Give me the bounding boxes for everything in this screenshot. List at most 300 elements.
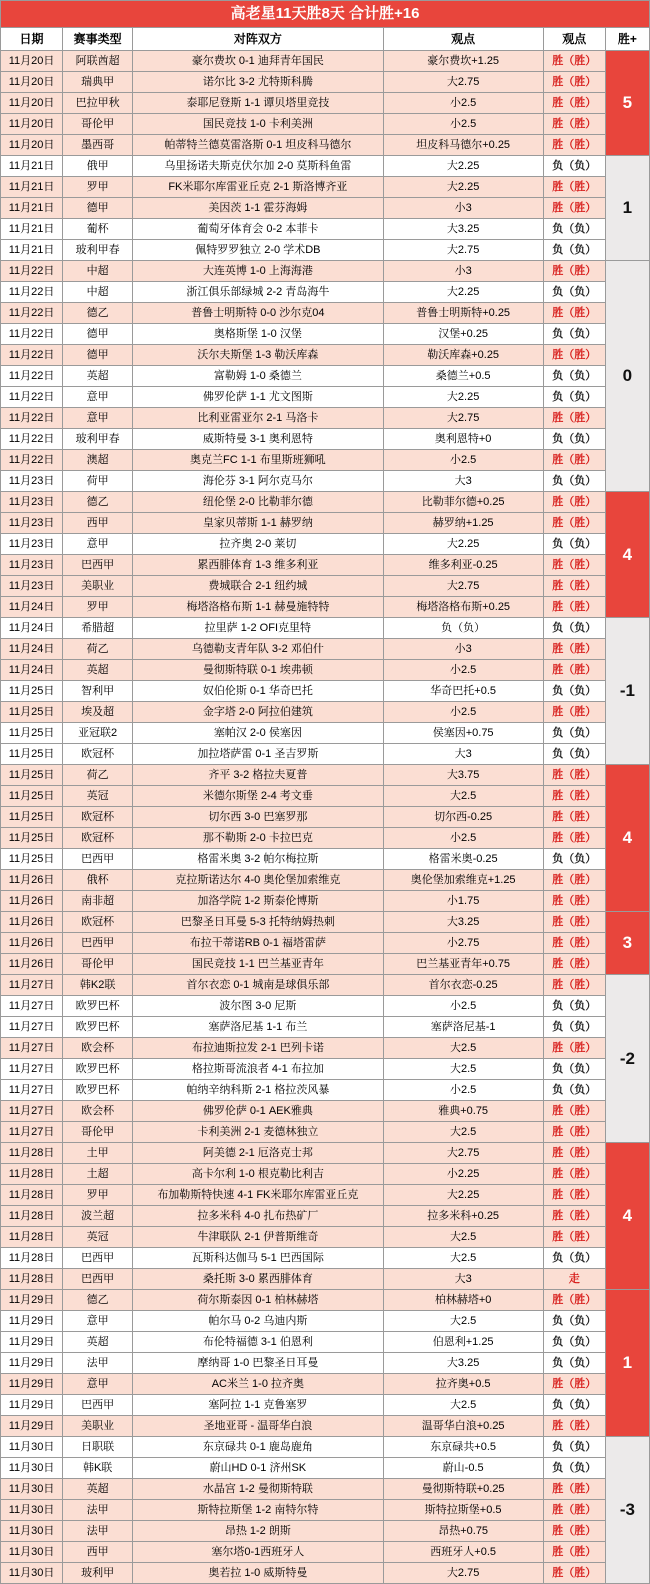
cell-res: 负（负） — [543, 387, 605, 408]
table-row — [1, 303, 650, 324]
cell-date: 11月28日 — [1, 1143, 63, 1164]
cell-sum: -1 — [605, 618, 649, 765]
cell-league: 韩K2联 — [63, 975, 133, 996]
cell-date: 11月23日 — [1, 576, 63, 597]
cell-league: 英超 — [63, 660, 133, 681]
cell-view: 柏林赫塔+0 — [383, 1290, 543, 1311]
table-row — [1, 681, 650, 702]
cell-league: 俄甲 — [63, 156, 133, 177]
cell-res: 胜（胜） — [543, 660, 605, 681]
cell-view: 昂热+0.75 — [383, 1521, 543, 1542]
table-row — [1, 828, 650, 849]
table-row — [1, 1458, 650, 1479]
header-row — [1, 28, 650, 51]
cell-sum: 1 — [605, 156, 649, 261]
cell-date: 11月20日 — [1, 135, 63, 156]
cell-res: 负（负） — [543, 723, 605, 744]
cell-date: 11月25日 — [1, 828, 63, 849]
cell-date: 11月27日 — [1, 975, 63, 996]
cell-league: 德乙 — [63, 492, 133, 513]
cell-date: 11月23日 — [1, 492, 63, 513]
cell-date: 11月30日 — [1, 1500, 63, 1521]
table-row — [1, 954, 650, 975]
cell-res: 胜（胜） — [543, 114, 605, 135]
cell-view: 大2.25 — [383, 387, 543, 408]
cell-match: 乌里扬诺夫斯克伏尔加 2-0 莫斯科鱼雷 — [133, 156, 383, 177]
table-row — [1, 933, 650, 954]
cell-match: 帕纳辛纳科斯 2-1 格拉茨风暴 — [133, 1080, 383, 1101]
cell-res: 胜（胜） — [543, 1122, 605, 1143]
cell-date: 11月27日 — [1, 1059, 63, 1080]
cell-res: 胜（胜） — [543, 1479, 605, 1500]
cell-match: AC米兰 1-0 拉齐奥 — [133, 1374, 383, 1395]
cell-league: 意甲 — [63, 1374, 133, 1395]
table-row — [1, 891, 650, 912]
table-row — [1, 744, 650, 765]
cell-view: 大3.75 — [383, 765, 543, 786]
cell-match: 美因茨 1-1 霍芬海姆 — [133, 198, 383, 219]
table-row — [1, 1500, 650, 1521]
cell-res: 胜（胜） — [543, 261, 605, 282]
cell-league: 希腊超 — [63, 618, 133, 639]
table-row — [1, 177, 650, 198]
cell-match: 费城联合 2-1 纽约城 — [133, 576, 383, 597]
table-row — [1, 996, 650, 1017]
cell-match: 帕蒂特兰德莫雷洛斯 0-1 坦皮科马德尔 — [133, 135, 383, 156]
cell-match: 乌德勒支青年队 3-2 邓伯什 — [133, 639, 383, 660]
cell-res: 胜（胜） — [543, 933, 605, 954]
cell-league: 墨西哥 — [63, 135, 133, 156]
cell-league: 巴西甲 — [63, 933, 133, 954]
cell-res: 胜（胜） — [543, 1038, 605, 1059]
cell-date: 11月27日 — [1, 996, 63, 1017]
table-row — [1, 471, 650, 492]
cell-match: 佛罗伦萨 1-1 尤文图斯 — [133, 387, 383, 408]
cell-match: 东京碌共 0-1 鹿岛鹿角 — [133, 1437, 383, 1458]
cell-view: 蔚山-0.5 — [383, 1458, 543, 1479]
cell-date: 11月21日 — [1, 198, 63, 219]
table-row — [1, 1017, 650, 1038]
table-row — [1, 1038, 650, 1059]
cell-league: 法甲 — [63, 1500, 133, 1521]
cell-date: 11月22日 — [1, 450, 63, 471]
table-row — [1, 1416, 650, 1437]
cell-match: 瓦斯科达伽马 5-1 巴西国际 — [133, 1248, 383, 1269]
cell-res: 胜（胜） — [543, 786, 605, 807]
cell-view: 切尔西-0.25 — [383, 807, 543, 828]
cell-view: 大2.25 — [383, 177, 543, 198]
cell-res: 胜（胜） — [543, 513, 605, 534]
cell-res: 胜（胜） — [543, 954, 605, 975]
cell-date: 11月26日 — [1, 933, 63, 954]
cell-league: 欧冠杯 — [63, 807, 133, 828]
cell-league: 罗甲 — [63, 597, 133, 618]
cell-view: 赫罗纳+1.25 — [383, 513, 543, 534]
cell-res: 负（负） — [543, 1332, 605, 1353]
cell-date: 11月21日 — [1, 177, 63, 198]
cell-league: 荷乙 — [63, 765, 133, 786]
cell-match: 布伦特福德 3-1 伯恩利 — [133, 1332, 383, 1353]
cell-league: 罗甲 — [63, 177, 133, 198]
cell-league: 罗甲 — [63, 1185, 133, 1206]
cell-view: 拉齐奥+0.5 — [383, 1374, 543, 1395]
cell-res: 负（负） — [543, 1248, 605, 1269]
cell-match: 富勒姆 1-0 桑德兰 — [133, 366, 383, 387]
cell-res: 胜（胜） — [543, 408, 605, 429]
cell-view: 小2.75 — [383, 933, 543, 954]
table-row — [1, 1122, 650, 1143]
cell-date: 11月26日 — [1, 912, 63, 933]
cell-date: 11月22日 — [1, 429, 63, 450]
cell-view: 曼彻斯特联+0.25 — [383, 1479, 543, 1500]
cell-view: 西班牙人+0.5 — [383, 1542, 543, 1563]
cell-league: 巴西甲 — [63, 1395, 133, 1416]
table-row — [1, 1563, 650, 1584]
table-row — [1, 870, 650, 891]
cell-res: 胜（胜） — [543, 870, 605, 891]
cell-view: 勒沃库森+0.25 — [383, 345, 543, 366]
cell-res: 负（负） — [543, 429, 605, 450]
cell-view: 小2.5 — [383, 996, 543, 1017]
cell-match: 豪尔费坎 0-1 迪拜青年国民 — [133, 51, 383, 72]
cell-date: 11月29日 — [1, 1311, 63, 1332]
cell-match: 蔚山HD 0-1 济州SK — [133, 1458, 383, 1479]
cell-view: 侯塞因+0.75 — [383, 723, 543, 744]
cell-match: 累西腓体育 1-3 维多利亚 — [133, 555, 383, 576]
cell-view: 维多利亚-0.25 — [383, 555, 543, 576]
cell-match: 浙江俱乐部绿城 2-2 青岛海牛 — [133, 282, 383, 303]
table-row — [1, 387, 650, 408]
cell-res: 走 — [543, 1269, 605, 1290]
cell-res: 负（负） — [543, 849, 605, 870]
cell-sum: 5 — [605, 51, 649, 156]
table-row — [1, 324, 650, 345]
cell-view: 大2.5 — [383, 1395, 543, 1416]
cell-match: 普鲁士明斯特 0-0 沙尔克04 — [133, 303, 383, 324]
cell-league: 西甲 — [63, 1542, 133, 1563]
table-row — [1, 1395, 650, 1416]
table-row — [1, 261, 650, 282]
cell-league: 阿联酋超 — [63, 51, 133, 72]
cell-view: 梅塔洛格布斯+0.25 — [383, 597, 543, 618]
cell-res: 负（负） — [543, 1311, 605, 1332]
cell-res: 胜（胜） — [543, 303, 605, 324]
cell-view: 首尔衣恋-0.25 — [383, 975, 543, 996]
cell-league: 哥伦甲 — [63, 954, 133, 975]
cell-view: 小2.5 — [383, 1080, 543, 1101]
cell-res: 负（负） — [543, 219, 605, 240]
cell-view: 大2.5 — [383, 1038, 543, 1059]
cell-res: 负（负） — [543, 534, 605, 555]
cell-match: 塞尔塔0-1西班牙人 — [133, 1542, 383, 1563]
cell-match: 高卡尔利 1-0 根克勒比利吉 — [133, 1164, 383, 1185]
table-row — [1, 576, 650, 597]
cell-res: 胜（胜） — [543, 51, 605, 72]
cell-league: 哥伦甲 — [63, 114, 133, 135]
cell-date: 11月25日 — [1, 702, 63, 723]
cell-res: 胜（胜） — [543, 450, 605, 471]
table-row — [1, 1206, 650, 1227]
cell-date: 11月26日 — [1, 954, 63, 975]
table-row — [1, 849, 650, 870]
table-row — [1, 1437, 650, 1458]
cell-league: 荷乙 — [63, 639, 133, 660]
cell-res: 负（负） — [543, 618, 605, 639]
cell-match: 水晶宫 1-2 曼彻斯特联 — [133, 1479, 383, 1500]
cell-match: 塞阿拉 1-1 克鲁塞罗 — [133, 1395, 383, 1416]
cell-date: 11月28日 — [1, 1248, 63, 1269]
cell-league: 土甲 — [63, 1143, 133, 1164]
cell-league: 亚冠联2 — [63, 723, 133, 744]
cell-view: 大2.5 — [383, 1227, 543, 1248]
cell-match: 布拉迪斯拉发 2-1 巴列卡诺 — [133, 1038, 383, 1059]
cell-date: 11月25日 — [1, 786, 63, 807]
cell-view: 温哥华白浪+0.25 — [383, 1416, 543, 1437]
cell-res: 胜（胜） — [543, 1227, 605, 1248]
cell-date: 11月29日 — [1, 1332, 63, 1353]
cell-view: 大2.5 — [383, 1059, 543, 1080]
cell-view: 小2.25 — [383, 1164, 543, 1185]
cell-res: 胜（胜） — [543, 1101, 605, 1122]
cell-league: 意甲 — [63, 534, 133, 555]
cell-league: 土超 — [63, 1164, 133, 1185]
table-row — [1, 597, 650, 618]
table-row — [1, 114, 650, 135]
cell-view: 大2.5 — [383, 1248, 543, 1269]
cell-view: 豪尔费坎+1.25 — [383, 51, 543, 72]
cell-sum: 4 — [605, 492, 649, 618]
table-row — [1, 534, 650, 555]
cell-view: 大2.75 — [383, 72, 543, 93]
cell-league: 德甲 — [63, 324, 133, 345]
cell-res: 胜（胜） — [543, 1185, 605, 1206]
cell-league: 意甲 — [63, 387, 133, 408]
cell-date: 11月23日 — [1, 534, 63, 555]
table-row — [1, 786, 650, 807]
cell-league: 欧罗巴杯 — [63, 996, 133, 1017]
cell-league: 英超 — [63, 1332, 133, 1353]
title-row — [1, 1, 650, 28]
cell-date: 11月30日 — [1, 1521, 63, 1542]
col-date: 日期 — [1, 28, 63, 51]
cell-match: 大连英博 1-0 上海海港 — [133, 261, 383, 282]
cell-match: 奴伯伦斯 0-1 华奇巴托 — [133, 681, 383, 702]
cell-date: 11月21日 — [1, 156, 63, 177]
cell-date: 11月23日 — [1, 513, 63, 534]
cell-league: 西甲 — [63, 513, 133, 534]
cell-res: 胜（胜） — [543, 1416, 605, 1437]
cell-match: 奥格斯堡 1-0 汉堡 — [133, 324, 383, 345]
cell-view: 巴兰基亚青年+0.75 — [383, 954, 543, 975]
cell-date: 11月25日 — [1, 807, 63, 828]
cell-date: 11月22日 — [1, 324, 63, 345]
cell-match: 曼彻斯特联 0-1 埃弗顿 — [133, 660, 383, 681]
cell-date: 11月30日 — [1, 1542, 63, 1563]
table-row — [1, 366, 650, 387]
cell-league: 埃及超 — [63, 702, 133, 723]
cell-date: 11月20日 — [1, 93, 63, 114]
cell-view: 大2.75 — [383, 240, 543, 261]
cell-res: 胜（胜） — [543, 1521, 605, 1542]
cell-match: 圣地亚哥 - 温哥华白浪 — [133, 1416, 383, 1437]
table-row — [1, 93, 650, 114]
cell-view: 格雷米奥-0.25 — [383, 849, 543, 870]
cell-league: 中超 — [63, 261, 133, 282]
cell-match: 牛津联队 2-1 伊普斯维奇 — [133, 1227, 383, 1248]
cell-view: 奥伦堡加索维克+1.25 — [383, 870, 543, 891]
cell-league: 欧冠杯 — [63, 744, 133, 765]
cell-view: 华奇巴托+0.5 — [383, 681, 543, 702]
cell-sum: 0 — [605, 261, 649, 492]
cell-res: 胜（胜） — [543, 639, 605, 660]
cell-res: 胜（胜） — [543, 1143, 605, 1164]
cell-league: 韩K联 — [63, 1458, 133, 1479]
col-league: 赛事类型 — [63, 28, 133, 51]
cell-res: 胜（胜） — [543, 975, 605, 996]
table-row — [1, 1521, 650, 1542]
cell-league: 欧冠杯 — [63, 828, 133, 849]
cell-match: 国民竞技 1-1 巴兰基亚青年 — [133, 954, 383, 975]
table-row — [1, 513, 650, 534]
cell-view: 大2.75 — [383, 1563, 543, 1584]
table-row — [1, 1290, 650, 1311]
cell-match: 国民竞技 1-0 卡利美洲 — [133, 114, 383, 135]
cell-league: 南非超 — [63, 891, 133, 912]
cell-view: 奥利恩特+0 — [383, 429, 543, 450]
cell-league: 欧会杯 — [63, 1038, 133, 1059]
cell-date: 11月27日 — [1, 1038, 63, 1059]
cell-view: 汉堡+0.25 — [383, 324, 543, 345]
cell-match: 格拉斯哥流浪者 4-1 布拉加 — [133, 1059, 383, 1080]
table-row — [1, 1164, 650, 1185]
cell-date: 11月25日 — [1, 723, 63, 744]
cell-res: 胜（胜） — [543, 555, 605, 576]
cell-match: 加洛学院 1-2 斯泰伦博斯 — [133, 891, 383, 912]
cell-view: 小2.5 — [383, 702, 543, 723]
cell-league: 德乙 — [63, 303, 133, 324]
cell-match: 拉里萨 1-2 OFI克里特 — [133, 618, 383, 639]
cell-league: 英超 — [63, 366, 133, 387]
table-row — [1, 198, 650, 219]
cell-league: 欧罗巴杯 — [63, 1080, 133, 1101]
col-match: 对阵双方 — [133, 28, 383, 51]
cell-res: 胜（胜） — [543, 891, 605, 912]
cell-match: 塞萨洛尼基 1-1 布兰 — [133, 1017, 383, 1038]
cell-view: 大2.25 — [383, 282, 543, 303]
cell-league: 巴西甲 — [63, 849, 133, 870]
cell-date: 11月26日 — [1, 891, 63, 912]
cell-league: 美职业 — [63, 1416, 133, 1437]
cell-view: 小2.5 — [383, 93, 543, 114]
cell-match: 皇家贝蒂斯 1-1 赫罗纳 — [133, 513, 383, 534]
cell-date: 11月29日 — [1, 1395, 63, 1416]
cell-view: 大2.75 — [383, 1143, 543, 1164]
cell-date: 11月28日 — [1, 1185, 63, 1206]
cell-match: 金字塔 2-0 阿拉伯建筑 — [133, 702, 383, 723]
cell-league: 美职业 — [63, 576, 133, 597]
table-row — [1, 1353, 650, 1374]
table-row — [1, 408, 650, 429]
table-row — [1, 240, 650, 261]
cell-date: 11月22日 — [1, 261, 63, 282]
cell-view: 大2.25 — [383, 534, 543, 555]
cell-match: 沃尔夫斯堡 1-3 勒沃库森 — [133, 345, 383, 366]
cell-view: 斯特拉斯堡+0.5 — [383, 1500, 543, 1521]
cell-res: 胜（胜） — [543, 1563, 605, 1584]
cell-date: 11月27日 — [1, 1122, 63, 1143]
cell-view: 大2.5 — [383, 1122, 543, 1143]
cell-match: 泰耶尼登斯 1-1 谭贝塔里竞技 — [133, 93, 383, 114]
col-sum: 胜+ — [605, 28, 649, 51]
cell-date: 11月28日 — [1, 1206, 63, 1227]
cell-league: 巴西甲 — [63, 1269, 133, 1290]
cell-match: 塞帕汉 2-0 侯塞因 — [133, 723, 383, 744]
col-view: 观点 — [383, 28, 543, 51]
cell-league: 玻利甲春 — [63, 429, 133, 450]
cell-match: 海伦芬 3-1 阿尔克马尔 — [133, 471, 383, 492]
cell-match: 梅塔洛格布斯 1-1 赫曼施特特 — [133, 597, 383, 618]
cell-date: 11月29日 — [1, 1290, 63, 1311]
cell-match: 桑托斯 3-0 累西腓体育 — [133, 1269, 383, 1290]
cell-date: 11月25日 — [1, 765, 63, 786]
col-result: 观点 — [543, 28, 605, 51]
cell-res: 胜（胜） — [543, 72, 605, 93]
cell-date: 11月26日 — [1, 870, 63, 891]
cell-league: 中超 — [63, 282, 133, 303]
cell-date: 11月21日 — [1, 240, 63, 261]
cell-res: 负（负） — [543, 1395, 605, 1416]
cell-date: 11月30日 — [1, 1563, 63, 1584]
cell-league: 巴西甲 — [63, 555, 133, 576]
cell-date: 11月30日 — [1, 1479, 63, 1500]
cell-match: 斯特拉斯堡 1-2 南特尔特 — [133, 1500, 383, 1521]
cell-date: 11月20日 — [1, 51, 63, 72]
table-row — [1, 1059, 650, 1080]
cell-view: 拉多米科+0.25 — [383, 1206, 543, 1227]
cell-res: 负（负） — [543, 324, 605, 345]
cell-view: 大2.5 — [383, 786, 543, 807]
cell-league: 巴西甲 — [63, 1248, 133, 1269]
cell-res: 负（负） — [543, 282, 605, 303]
cell-res: 负（负） — [543, 744, 605, 765]
cell-league: 俄杯 — [63, 870, 133, 891]
cell-view: 普鲁士明斯特+0.25 — [383, 303, 543, 324]
cell-view: 大2.75 — [383, 576, 543, 597]
cell-league: 玻利甲 — [63, 1563, 133, 1584]
cell-view: 桑德兰+0.5 — [383, 366, 543, 387]
cell-res: 负（负） — [543, 681, 605, 702]
cell-match: 布拉干蒂诺RB 0-1 福塔雷萨 — [133, 933, 383, 954]
cell-match: 加拉塔萨雷 0-1 圣吉罗斯 — [133, 744, 383, 765]
page-title: 高老星11天胜8天 合计胜+16 — [1, 1, 650, 28]
cell-date: 11月27日 — [1, 1017, 63, 1038]
table-row — [1, 807, 650, 828]
cell-res: 胜（胜） — [543, 345, 605, 366]
table-row — [1, 1542, 650, 1563]
cell-res: 负（负） — [543, 996, 605, 1017]
cell-date: 11月23日 — [1, 555, 63, 576]
cell-league: 荷甲 — [63, 471, 133, 492]
cell-match: 奥克兰FC 1-1 布里斯班狮吼 — [133, 450, 383, 471]
table-row — [1, 450, 650, 471]
cell-date: 11月22日 — [1, 345, 63, 366]
cell-league: 哥伦甲 — [63, 1122, 133, 1143]
table-row — [1, 975, 650, 996]
cell-date: 11月21日 — [1, 219, 63, 240]
table-row — [1, 1374, 650, 1395]
cell-view: 大3.25 — [383, 912, 543, 933]
table-row — [1, 1248, 650, 1269]
